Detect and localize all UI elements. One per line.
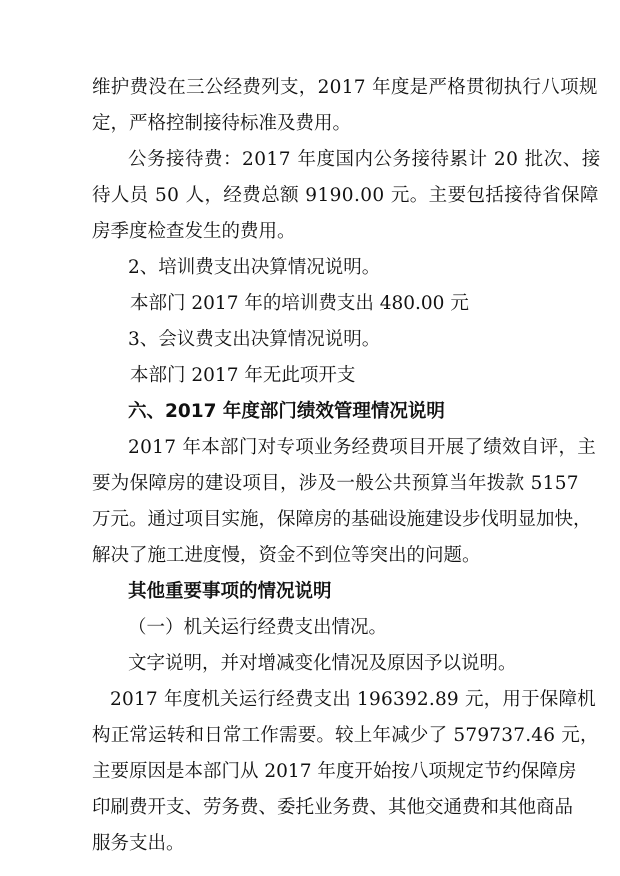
- section-title: 其他重要事项的情况说明: [128, 581, 332, 602]
- paragraph-line: 解决了施工进度慢，资金不到位等突出的问题。: [92, 545, 481, 566]
- paragraph-line: 房季度检查发生的费用。: [92, 221, 296, 242]
- paragraph-line: 2017 年度机关运行经费支出 196392.89 元，用于保障机: [110, 689, 596, 710]
- section-heading: （一）机关运行经费支出情况。: [128, 617, 388, 638]
- paragraph-line: 主要原因是本部门从 2017 年度开始按八项规定节约保障房: [92, 761, 577, 782]
- paragraph-line: 要为保障房的建设项目，涉及一般公共预算当年拨款 5157: [92, 473, 579, 494]
- paragraph-line: 服务支出。: [92, 833, 185, 854]
- paragraph-line: 本部门 2017 年的培训费支出 480.00 元: [130, 293, 469, 314]
- paragraph-line: 文字说明，并对增减变化情况及原因予以说明。: [128, 653, 517, 674]
- paragraph-line: 维护费没在三公经费列支，2017 年度是严格贯彻执行八项规: [92, 77, 598, 98]
- section-heading: 2、培训费支出决算情况说明。: [128, 257, 381, 278]
- paragraph-line: 待人员 50 人，经费总额 9190.00 元。主要包括接待省保障: [92, 185, 599, 206]
- paragraph-line: 万元。通过项目实施，保障房的基础设施建设步伐明显加快，: [92, 509, 592, 530]
- paragraph-line: 定，严格控制接待标准及费用。: [92, 113, 352, 134]
- paragraph-line: 2017 年本部门对专项业务经费项目开展了绩效自评，主: [128, 437, 597, 458]
- paragraph-line: 印刷费开支、劳务费、委托业务费、其他交通费和其他商品: [92, 797, 574, 818]
- section-heading: 3、会议费支出决算情况说明。: [128, 329, 381, 350]
- paragraph-line: 构正常运转和日常工作需要。较上年减少了 579737.46 元，: [92, 725, 599, 746]
- paragraph-line: 公务接待费：2017 年度国内公务接待累计 20 批次、接: [128, 149, 601, 170]
- paragraph-line: 本部门 2017 年无此项开支: [130, 365, 356, 386]
- section-title: 六、2017 年度部门绩效管理情况说明: [128, 401, 445, 422]
